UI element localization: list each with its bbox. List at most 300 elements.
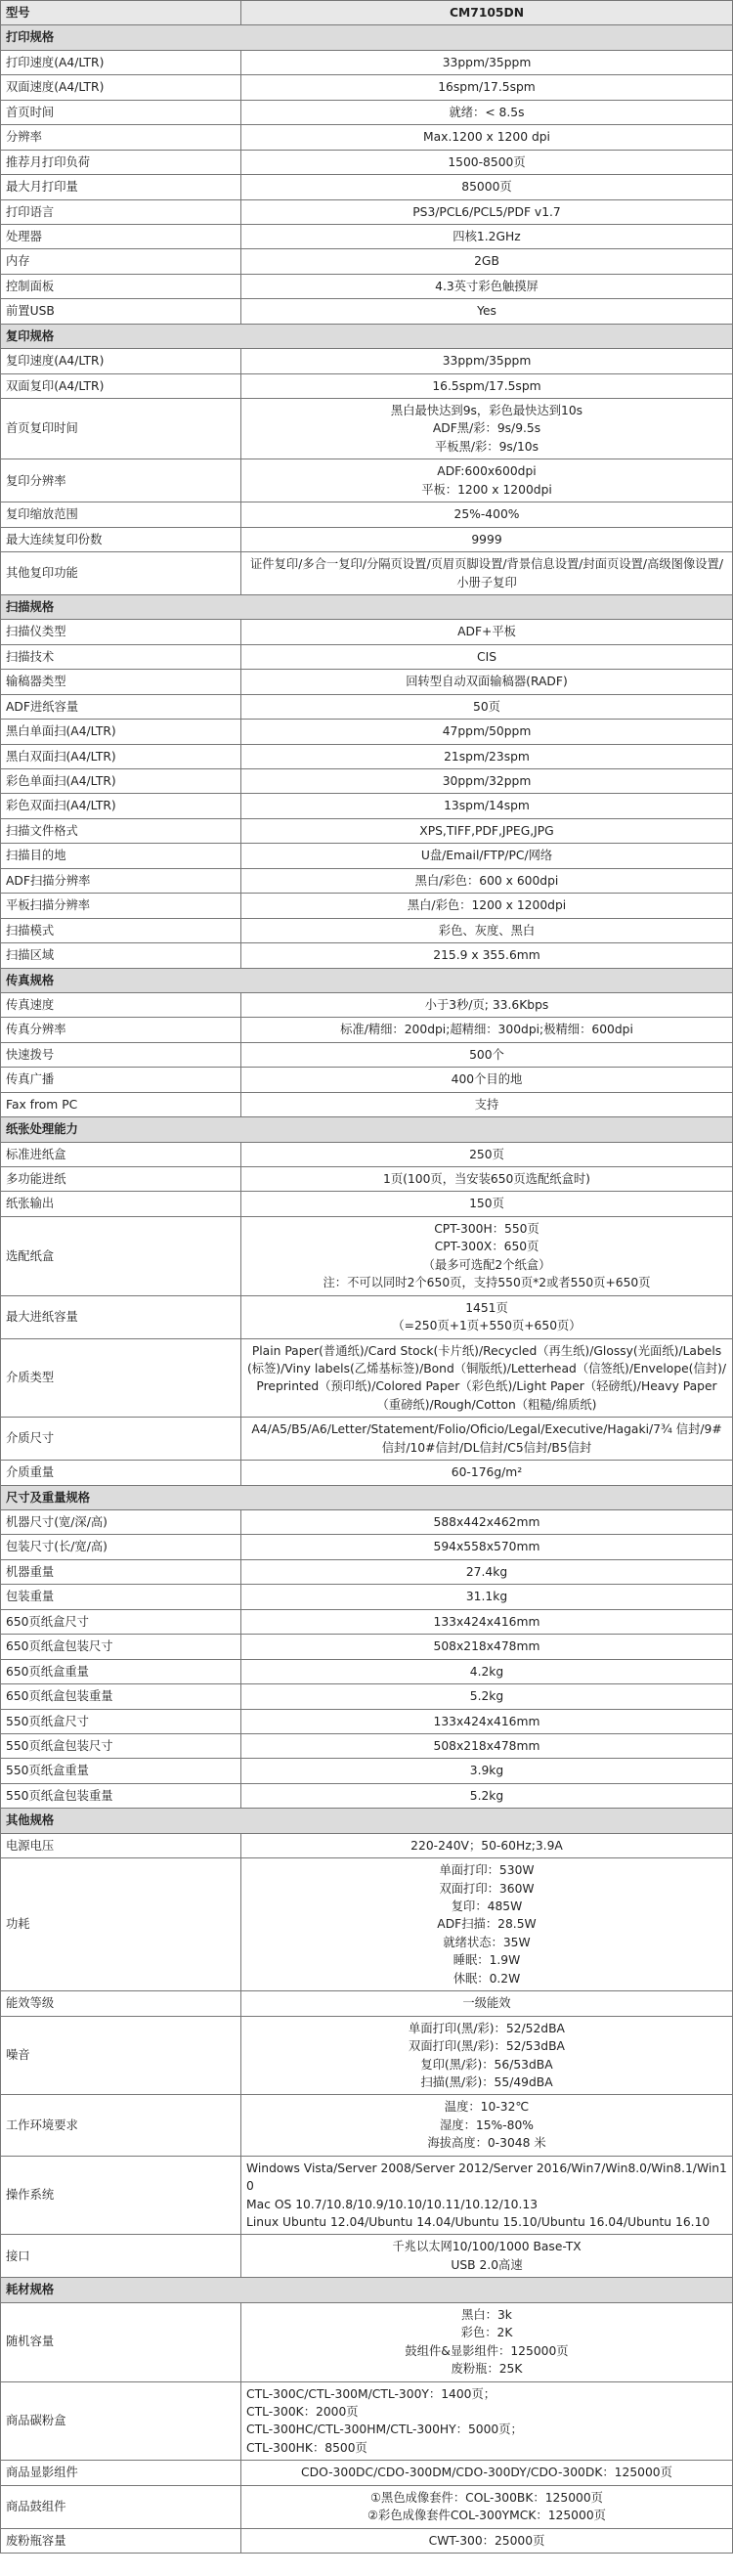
spec-key: 其他复印功能	[1, 552, 241, 595]
spec-value-line: 133x424x416mm	[433, 1714, 540, 1728]
spec-value	[241, 502, 733, 527]
spec-row	[1, 744, 733, 768]
spec-value-line: 27.4kg	[465, 1564, 508, 1579]
spec-key: 550页纸盒尺寸	[1, 1709, 241, 1733]
spec-value-line: 湿度：15%-80%	[440, 2118, 534, 2132]
spec-key: 扫描技术	[1, 644, 241, 669]
spec-value	[241, 125, 733, 150]
spec-row	[1, 2095, 733, 2156]
spec-value-line: Windows Vista/Server 2008/Server 2012/Server 2016/Win7/Win8.0/Win8.1/Win10	[246, 2161, 727, 2194]
spec-key: 噪音	[1, 2016, 241, 2095]
spec-key: 标准进纸盒	[1, 1142, 241, 1166]
spec-value-line: 四核1.2GHz	[453, 229, 521, 243]
spec-key: 最大进纸容量	[1, 1295, 241, 1338]
spec-row	[1, 1042, 733, 1067]
spec-value	[241, 1042, 733, 1067]
spec-value-line: 31.1kg	[465, 1590, 508, 1604]
spec-value	[241, 552, 733, 595]
section-header	[1, 968, 733, 992]
spec-value-line: 彩色、灰度、黑白	[438, 923, 536, 938]
spec-value	[241, 1833, 733, 1857]
spec-row	[1, 2235, 733, 2278]
spec-value	[241, 224, 733, 248]
spec-key: 能效等级	[1, 1991, 241, 2016]
section-header	[1, 25, 733, 50]
spec-key: 扫描模式	[1, 918, 241, 942]
spec-value	[241, 1709, 733, 1733]
spec-value	[241, 2485, 733, 2528]
spec-value	[241, 249, 733, 274]
spec-value	[241, 868, 733, 893]
spec-value-line: 彩色：2K	[460, 2326, 513, 2340]
spec-value	[241, 844, 733, 868]
spec-row	[1, 1709, 733, 1733]
spec-value-line: 508x218x478mm	[433, 1639, 540, 1654]
section-title: 传真规格	[1, 968, 733, 992]
spec-value-line: 25%-400%	[453, 507, 520, 522]
spec-row	[1, 670, 733, 694]
spec-row	[1, 720, 733, 744]
spec-row	[1, 1684, 733, 1709]
spec-row	[1, 1092, 733, 1116]
section-title: 尺寸及重量规格	[1, 1485, 733, 1509]
spec-value	[241, 818, 733, 843]
spec-row	[1, 1535, 733, 1559]
section-title: 复印规格	[1, 324, 733, 348]
spec-value-line: 30ppm/32ppm	[442, 774, 532, 788]
section-header	[1, 1117, 733, 1142]
spec-row	[1, 1192, 733, 1216]
spec-key: 550页纸盒重量	[1, 1759, 241, 1783]
spec-key: 650页纸盒包装尺寸	[1, 1635, 241, 1659]
spec-value	[241, 274, 733, 298]
spec-row	[1, 224, 733, 248]
spec-row	[1, 2381, 733, 2461]
spec-value	[241, 75, 733, 100]
section-title: 耗材规格	[1, 2278, 733, 2302]
spec-value-line: PS3/PCL6/PCL5/PDF v1.7	[412, 204, 561, 219]
spec-value-line: （=250页+1页+550页+650页）	[392, 1319, 582, 1333]
spec-key: 输稿器类型	[1, 670, 241, 694]
spec-value-line: 标准/精细：200dpi;超精细：300dpi;极精细：600dpi	[340, 1023, 633, 1037]
spec-row	[1, 1783, 733, 1808]
spec-row	[1, 274, 733, 298]
spec-row	[1, 2461, 733, 2485]
spec-row	[1, 175, 733, 199]
spec-key: 多功能进纸	[1, 1167, 241, 1192]
spec-value-line: 588x442x462mm	[433, 1515, 540, 1529]
spec-value-line: USB 2.0高速	[451, 2257, 523, 2272]
spec-key: 650页纸盒重量	[1, 1659, 241, 1683]
spec-value-line: CTL-300HK：8500页	[246, 2440, 367, 2455]
spec-value-line: 9999	[471, 532, 502, 546]
spec-value-line: 13spm/14spm	[444, 799, 530, 813]
spec-value	[241, 1068, 733, 1092]
spec-value	[241, 894, 733, 918]
spec-value-line: 2GB	[474, 254, 499, 269]
spec-value-line: 证件复印/多合一复印/分隔页设置/页眉页脚设置/背景信息设置/封面页设置/高级图像设置/小册子复印	[250, 557, 723, 589]
spec-value	[241, 1659, 733, 1683]
section-title: 纸张处理能力	[1, 1117, 733, 1142]
spec-row	[1, 918, 733, 942]
spec-value-line: 回转型自动双面输稿器(RADF)	[406, 675, 568, 689]
spec-value-line: A4/A5/B5/A6/Letter/Statement/Folio/Oficio/Legal/Executive/Hagaki/7¾ 信封/9#信封/10#信封/DL信封/C5信封/B5信封	[251, 1422, 722, 1455]
spec-value	[241, 199, 733, 224]
spec-key: 纸张输出	[1, 1192, 241, 1216]
spec-key: 扫描仪类型	[1, 620, 241, 644]
spec-value	[241, 1167, 733, 1192]
spec-key: 功耗	[1, 1858, 241, 1991]
spec-value-line: 废粉瓶：25K	[451, 2362, 523, 2377]
spec-value-line: 1页(100页，当安装650页选配纸盒时)	[383, 1172, 590, 1186]
spec-row	[1, 2485, 733, 2528]
spec-key: 黑白单面扫(A4/LTR)	[1, 720, 241, 744]
spec-value	[241, 694, 733, 719]
spec-row	[1, 694, 733, 719]
spec-value-line: Max.1200 x 1200 dpi	[423, 130, 550, 145]
spec-key: 机器尺寸(宽/深/高)	[1, 1510, 241, 1535]
spec-key: 传真分辨率	[1, 1018, 241, 1042]
spec-row	[1, 1295, 733, 1338]
spec-key: 商品碳粉盒	[1, 2381, 241, 2461]
spec-value	[241, 2528, 733, 2553]
spec-value-line: 双面打印(黑/彩)：52/53dBA	[409, 2039, 565, 2054]
spec-value-line: 50页	[473, 699, 500, 714]
spec-value-line: U盘/Email/FTP/PC/网络	[420, 849, 553, 863]
spec-key: 传真速度	[1, 992, 241, 1017]
spec-key: 随机容量	[1, 2302, 241, 2381]
spec-key: 扫描区域	[1, 943, 241, 968]
spec-row	[1, 502, 733, 527]
spec-value-line: Mac OS 10.7/10.8/10.9/10.10/10.11/10.12/10.13	[246, 2197, 539, 2211]
spec-value	[241, 1559, 733, 1584]
spec-key: 复印缩放范围	[1, 502, 241, 527]
spec-value-line: Yes	[477, 304, 496, 319]
spec-row	[1, 1142, 733, 1166]
spec-key: 首页时间	[1, 100, 241, 124]
spec-row	[1, 373, 733, 398]
spec-value-line: CDO-300DC/CDO-300DM/CDO-300DY/CDO-300DK：125000页	[301, 2466, 672, 2480]
spec-value-line: 33ppm/35ppm	[442, 55, 532, 69]
spec-row	[1, 1510, 733, 1535]
spec-value	[241, 794, 733, 818]
spec-row	[1, 299, 733, 324]
spec-row	[1, 150, 733, 174]
spec-key: 复印速度(A4/LTR)	[1, 349, 241, 373]
spec-key: 包装尺寸(长/宽/高)	[1, 1535, 241, 1559]
spec-value	[241, 1733, 733, 1758]
spec-value	[241, 2095, 733, 2156]
spec-value-line: 温度：10-32℃	[444, 2100, 530, 2115]
spec-value-line: 220-240V；50-60Hz;3.9A	[410, 1838, 563, 1853]
spec-row	[1, 868, 733, 893]
spec-row	[1, 1635, 733, 1659]
spec-value	[241, 175, 733, 199]
spec-value	[241, 2235, 733, 2278]
spec-value-line: CIS	[476, 649, 497, 664]
spec-key: Fax from PC	[1, 1092, 241, 1116]
spec-key: 介质重量	[1, 1461, 241, 1485]
spec-key: 双面复印(A4/LTR)	[1, 373, 241, 398]
spec-value-line: 单面打印：530W	[439, 1863, 535, 1878]
spec-key: 彩色单面扫(A4/LTR)	[1, 769, 241, 794]
spec-value	[241, 349, 733, 373]
spec-value	[241, 100, 733, 124]
spec-value	[241, 2381, 733, 2461]
spec-row	[1, 100, 733, 124]
spec-row	[1, 399, 733, 459]
spec-key: 推荐月打印负荷	[1, 150, 241, 174]
spec-key: 550页纸盒包装重量	[1, 1783, 241, 1808]
spec-value-line: 215.9 x 355.6mm	[433, 948, 540, 963]
section-header	[1, 594, 733, 619]
section-title: 打印规格	[1, 25, 733, 50]
spec-key: ADF进纸容量	[1, 694, 241, 719]
spec-row	[1, 894, 733, 918]
spec-key: 前置USB	[1, 299, 241, 324]
spec-value-line: 双面打印：360W	[439, 1881, 535, 1896]
spec-value	[241, 527, 733, 551]
spec-key: 操作系统	[1, 2156, 241, 2235]
spec-row	[1, 527, 733, 551]
spec-value-line: 16.5spm/17.5spm	[432, 378, 541, 393]
spec-value-line: 扫描(黑/彩)：55/49dBA	[420, 2074, 553, 2089]
spec-value-line: 594x558x570mm	[433, 1540, 540, 1554]
spec-row	[1, 1858, 733, 1991]
spec-value-line: ADF黑/彩：9s/9.5s	[432, 421, 541, 436]
spec-key: 最大月打印量	[1, 175, 241, 199]
spec-row	[1, 50, 733, 74]
spec-value-line: 4.2kg	[469, 1664, 504, 1679]
spec-value-line: CTL-300K：2000页	[246, 2404, 359, 2419]
spec-key: 复印分辨率	[1, 459, 241, 502]
spec-row	[1, 2302, 733, 2381]
spec-value	[241, 459, 733, 502]
spec-value-line: 133x424x416mm	[433, 1614, 540, 1629]
spec-key: 平板扫描分辨率	[1, 894, 241, 918]
spec-value-line: 5.2kg	[469, 1788, 504, 1803]
spec-value	[241, 720, 733, 744]
spec-value-line: 单面打印(黑/彩)：52/52dBA	[409, 2021, 565, 2035]
spec-row	[1, 1609, 733, 1634]
spec-row	[1, 1733, 733, 1758]
spec-row	[1, 2528, 733, 2553]
spec-row	[1, 2016, 733, 2095]
header-model: CM7105DN	[241, 1, 733, 25]
spec-row	[1, 769, 733, 794]
spec-value-line: 5.2kg	[469, 1689, 504, 1704]
spec-value	[241, 1635, 733, 1659]
spec-key: 处理器	[1, 224, 241, 248]
spec-value-line: 47ppm/50ppm	[442, 724, 532, 739]
spec-value	[241, 992, 733, 1017]
spec-value-line: 支持	[474, 1097, 499, 1112]
spec-value	[241, 918, 733, 942]
spec-value	[241, 1585, 733, 1609]
spec-value	[241, 1192, 733, 1216]
spec-value	[241, 2302, 733, 2381]
spec-value-line: 4.3英寸彩色触摸屏	[435, 279, 539, 293]
spec-row	[1, 2156, 733, 2235]
spec-value	[241, 744, 733, 768]
spec-value	[241, 1858, 733, 1991]
spec-key: 双面速度(A4/LTR)	[1, 75, 241, 100]
spec-key: 扫描文件格式	[1, 818, 241, 843]
spec-value-line: 500个	[469, 1047, 504, 1062]
spec-row	[1, 943, 733, 968]
spec-value-line: CWT-300：25000页	[428, 2533, 545, 2548]
spec-value-line: CPT-300X：650页	[434, 1240, 539, 1254]
spec-row	[1, 1759, 733, 1783]
spec-key: 650页纸盒包装重量	[1, 1684, 241, 1709]
spec-row	[1, 992, 733, 1017]
spec-row	[1, 844, 733, 868]
spec-value	[241, 299, 733, 324]
spec-value-line: 85000页	[461, 180, 512, 195]
spec-row	[1, 1068, 733, 1092]
spec-row	[1, 459, 733, 502]
spec-key: ADF扫描分辨率	[1, 868, 241, 893]
spec-key: 扫描目的地	[1, 844, 241, 868]
spec-key: 内存	[1, 249, 241, 274]
spec-row	[1, 1833, 733, 1857]
spec-row	[1, 1018, 733, 1042]
spec-value	[241, 1142, 733, 1166]
spec-value	[241, 620, 733, 644]
spec-value-line: 黑白/彩色：1200 x 1200dpi	[407, 898, 567, 913]
spec-value-line: 黑白/彩色：600 x 600dpi	[414, 873, 559, 888]
spec-value	[241, 399, 733, 459]
spec-row	[1, 1585, 733, 1609]
spec-key: 传真广播	[1, 1068, 241, 1092]
spec-value-line: 508x218x478mm	[433, 1738, 540, 1753]
spec-row	[1, 1418, 733, 1461]
spec-value	[241, 1338, 733, 1418]
spec-value	[241, 2156, 733, 2235]
spec-value-line: 21spm/23spm	[444, 749, 530, 764]
spec-value-line: 小于3秒/页; 33.6Kbps	[424, 997, 549, 1012]
spec-value	[241, 1510, 733, 1535]
spec-key: 首页复印时间	[1, 399, 241, 459]
spec-value-line: ②彩色成像套件COL-300YMCK：125000页	[367, 2509, 606, 2523]
spec-row	[1, 1559, 733, 1584]
spec-value-line: 休眠：0.2W	[453, 1971, 521, 1986]
spec-value	[241, 1759, 733, 1783]
spec-key: 机器重量	[1, 1559, 241, 1584]
spec-value	[241, 1991, 733, 2016]
spec-value-line: ADF+平板	[457, 625, 516, 639]
spec-value-line: 就绪状态：35W	[443, 1935, 531, 1949]
spec-value-line: 平板黑/彩：9s/10s	[434, 439, 539, 454]
spec-value-line: ADF扫描：28.5W	[437, 1917, 537, 1932]
spec-value	[241, 2461, 733, 2485]
spec-value-line: CTL-300HC/CTL-300HM/CTL-300HY：5000页；	[246, 2423, 523, 2437]
spec-key: 最大连续复印份数	[1, 527, 241, 551]
spec-row	[1, 1216, 733, 1295]
spec-value-line: 3.9kg	[469, 1764, 504, 1778]
spec-key: 650页纸盒尺寸	[1, 1609, 241, 1634]
spec-key: 控制面板	[1, 274, 241, 298]
spec-value	[241, 644, 733, 669]
spec-key: 包装重量	[1, 1585, 241, 1609]
spec-value-line: 150页	[469, 1197, 504, 1211]
spec-key: 废粉瓶容量	[1, 2528, 241, 2553]
spec-value-line: ADF:600x600dpi	[437, 464, 537, 479]
spec-value-line: 黑白：3k	[461, 2307, 512, 2322]
spec-value-line: 250页	[469, 1147, 504, 1161]
spec-value-line: CPT-300H：550页	[434, 1221, 539, 1236]
spec-row	[1, 1338, 733, 1418]
spec-value-line: Plain Paper(普通纸)/Card Stock(卡片纸)/Recycled（再生纸)/Glossy(光面纸)/Labels(标签)/Viny labels(乙烯基标签)/Bond（铜版纸)/Letterhead（信签纸)/Envelope(信封)/Preprinted（预印纸)/Colored Paper（彩色纸)/Light Paper（轻磅纸)/Heavy Paper（重磅纸)/Rough/Cotton（粗糙/绵质纸)	[246, 1343, 727, 1412]
spec-key: 商品鼓组件	[1, 2485, 241, 2528]
spec-row	[1, 199, 733, 224]
spec-value	[241, 670, 733, 694]
spec-row	[1, 1461, 733, 1485]
spec-row	[1, 644, 733, 669]
spec-value-line: 一级能效	[462, 1996, 511, 2011]
spec-value	[241, 1535, 733, 1559]
spec-value	[241, 1018, 733, 1042]
section-header	[1, 2278, 733, 2302]
spec-key: 550页纸盒包装尺寸	[1, 1733, 241, 1758]
spec-value-line: 黑白最快达到9s，彩色最快达到10s	[390, 404, 583, 417]
spec-row	[1, 75, 733, 100]
spec-value	[241, 373, 733, 398]
spec-key: 商品显影组件	[1, 2461, 241, 2485]
spec-key: 分辨率	[1, 125, 241, 150]
spec-value	[241, 2016, 733, 2095]
spec-value-line: （最多可选配2个纸盒）	[422, 1257, 551, 1272]
spec-value	[241, 1092, 733, 1116]
spec-value-line: 60-176g/m²	[451, 1465, 523, 1480]
spec-value-line: 注：不可以同时2个650页，支持550页*2或者550页+650页	[323, 1276, 651, 1290]
section-header	[1, 1809, 733, 1833]
spec-row	[1, 125, 733, 150]
spec-row	[1, 1991, 733, 2016]
spec-value-line: 鼓组件&显影组件：125000页	[405, 2343, 569, 2358]
spec-value-line: 33ppm/35ppm	[442, 354, 532, 369]
spec-value-line: 复印(黑/彩)：56/53dBA	[420, 2057, 553, 2072]
spec-value-line: CTL-300C/CTL-300M/CTL-300Y：1400页；	[246, 2386, 496, 2401]
spec-key: 打印速度(A4/LTR)	[1, 50, 241, 74]
spec-value-line: 复印：485W	[451, 1899, 523, 1913]
spec-value-line: Linux Ubuntu 12.04/Ubuntu 14.04/Ubuntu 15.10/Ubuntu 16.04/Ubuntu 16.10	[246, 2215, 711, 2229]
spec-value	[241, 1609, 733, 1634]
spec-key: 打印语言	[1, 199, 241, 224]
spec-value	[241, 150, 733, 174]
section-title: 其他规格	[1, 1809, 733, 1833]
spec-value-line: 千兆以太网10/100/1000 Base-TX	[392, 2240, 582, 2254]
spec-key: 工作环境要求	[1, 2095, 241, 2156]
spec-row	[1, 1167, 733, 1192]
spec-key: 选配纸盒	[1, 1216, 241, 1295]
spec-value-line: 平板：1200 x 1200dpi	[421, 482, 552, 497]
header-label: 型号	[1, 1, 241, 25]
spec-value	[241, 1295, 733, 1338]
section-title: 扫描规格	[1, 594, 733, 619]
spec-value-line: 就绪：< 8.5s	[449, 105, 525, 119]
spec-row	[1, 349, 733, 373]
section-header	[1, 1485, 733, 1509]
spec-key: 介质尺寸	[1, 1418, 241, 1461]
spec-value-line: 16spm/17.5spm	[438, 80, 536, 95]
spec-row	[1, 552, 733, 595]
spec-value	[241, 769, 733, 794]
spec-value-line: 1500-8500页	[448, 154, 526, 169]
spec-key: 黑白双面扫(A4/LTR)	[1, 744, 241, 768]
spec-value-line: 400个目的地	[451, 1072, 523, 1087]
spec-row	[1, 818, 733, 843]
